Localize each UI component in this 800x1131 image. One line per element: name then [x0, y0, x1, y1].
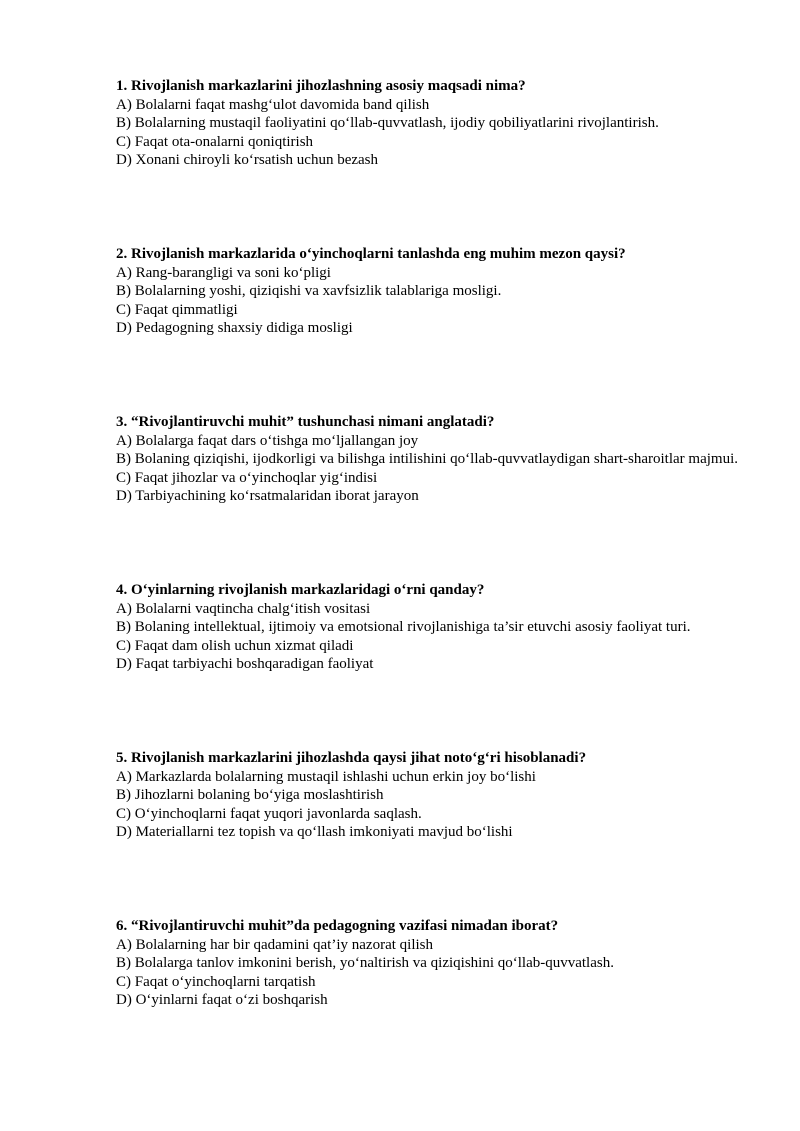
option-b: B) Bolaning intellektual, ijtimoiy va emotsional rivojlanishiga ta’sir etuvchi asosiy faoliyat turi.	[116, 619, 691, 635]
option-c: C) O‘yinchoqlarni faqat yuqori javonlarda saqlash.	[116, 805, 422, 822]
option-a: A) Bolalarni vaqtincha chalg‘itish vositasi	[116, 600, 371, 617]
question-title: 1. Rivojlanish markazlarini jihozlashning asosiy maqsadi nima?	[116, 78, 526, 94]
option-d: D) Xonani chiroyli ko‘rsatish uchun bezash	[116, 152, 379, 168]
option-a: A) Bolalarning har bir qadamini qat’iy nazorat qilish	[116, 936, 433, 953]
option-b: B) Bolalarning yoshi, qiziqishi va xavfsizlik talablariga mosligi.	[116, 283, 502, 299]
option-b: B) Bolaning qiziqishi, ijodkorligi va bilishga intilishini qo‘llab-quvvatlaydigan shart-sharoitlar majmui.	[116, 451, 738, 467]
option-a: A) Bolalarga faqat dars o‘tishga mo‘ljallangan joy	[116, 432, 419, 449]
question-title: 4. O‘yinlarning rivojlanish markazlaridagi o‘rni qanday?	[116, 582, 485, 598]
question-title: 6. “Rivojlantiruvchi muhit”da pedagogning vazifasi nimadan iborat?	[116, 918, 559, 934]
option-a: A) Rang-barangligi va soni ko‘pligi	[116, 264, 331, 281]
question-1	[116, 77, 740, 245]
option-b: B) Bolalarga tanlov imkonini berish, yo‘naltirish va qiziqishini qo‘llab-quvvatlash.	[116, 955, 614, 971]
option-c: C) Faqat o‘yinchoqlarni tarqatish	[116, 973, 316, 990]
question-6	[116, 917, 740, 1085]
option-a: A) Bolalarni faqat mashg‘ulot davomida band qilish	[116, 96, 430, 113]
option-a: A) Markazlarda bolalarning mustaqil ishlashi uchun erkin joy bo‘lishi	[116, 768, 536, 785]
option-b: B) Jihozlarni bolaning bo‘yiga moslashtirish	[116, 787, 384, 803]
question-title: 3. “Rivojlantiruvchi muhit” tushunchasi nimani anglatadi?	[116, 414, 495, 430]
question-2	[116, 245, 740, 413]
option-d: D) Pedagogning shaxsiy didiga mosligi	[116, 320, 353, 336]
option-c: C) Faqat dam olish uchun xizmat qiladi	[116, 637, 354, 654]
option-c: C) Faqat ota-onalarni qoniqtirish	[116, 133, 314, 150]
question-title: 5. Rivojlanish markazlarini jihozlashda qaysi jihat noto‘g‘ri hisoblanadi?	[116, 750, 587, 766]
option-d: D) O‘yinlarni faqat o‘zi boshqarish	[116, 992, 328, 1008]
question-3	[116, 413, 740, 581]
question-4	[116, 581, 740, 749]
option-c: C) Faqat jihozlar va o‘yinchoqlar yig‘indisi	[116, 469, 378, 486]
question-5	[116, 749, 740, 917]
option-b: B) Bolalarning mustaqil faoliyatini qo‘llab-quvvatlash, ijodiy qobiliyatlarini rivojlantirish.	[116, 115, 659, 131]
option-d: D) Materiallarni tez topish va qo‘llash imkoniyati mavjud bo‘lishi	[116, 824, 513, 840]
option-c: C) Faqat qimmatligi	[116, 301, 238, 318]
option-d: D) Faqat tarbiyachi boshqaradigan faoliyat	[116, 656, 374, 672]
option-d: D) Tarbiyachining ko‘rsatmalaridan iborat jarayon	[116, 488, 419, 504]
question-title: 2. Rivojlanish markazlarida o‘yinchoqlarni tanlashda eng muhim mezon qaysi?	[116, 246, 626, 262]
